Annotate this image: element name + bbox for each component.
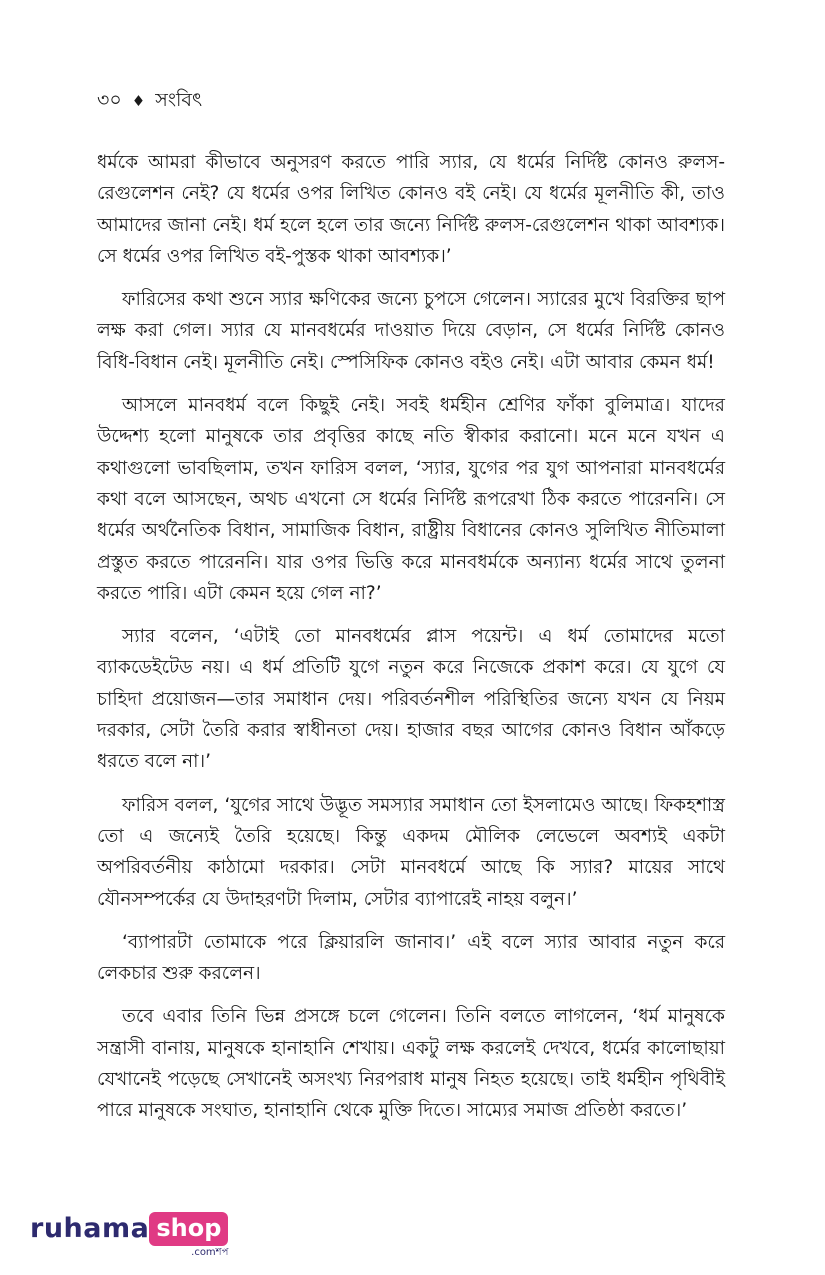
paragraph-4: স্যার বলেন, ‘এটাই তো মানবধর্মের প্লাস পয়েন্ট। এ ধর্ম তোমাদের মতো ব্যাকডেইটেড নয়। এ ধর্ম প্রতিটি যুগে নতুন করে নিজেকে প্রকাশ করে। যে যুগে যে চাহিদা প্রয়োজন—তার সমাধান দেয়। পরিবর্তনশীল পরিস্থিতির জন্যে যখন যে নিয়ম দরকার, সেটা তৈরি করার স্বাধীনতা দেয়। হাজার বছর আগের কোনও বিধান আঁকড়ে ধরতে বলে না।’ [97, 626, 725, 773]
running-header [97, 88, 202, 113]
paragraph-2: ফারিসের কথা শুনে স্যার ক্ষণিকের জন্যে চুপসে গেলেন। স্যারের মুখে বিরক্তির ছাপ লক্ষ করা গেল। স্যার যে মানবধর্মের দাওয়াত দিয়ে বেড়ান, সে ধর্মের নির্দিষ্ট কোনও বিধি-বিধান নেই। মূলনীতি নেই। স্পেসিফিক কোনও বইও নেই। এটা আবার কেমন ধর্ম! [97, 289, 725, 373]
ruhamashop-logo [30, 1212, 228, 1259]
page-number: ৩০ [97, 89, 122, 111]
paragraph-5: ফারিস বলল, ‘যুগের সাথে উদ্ভূত সমস্যার সমাধান তো ইসলামেও আছে। ফিকহশাস্ত্র তো এ জন্যেই তৈরি হয়েছে। কিন্তু একদম মৌলিক লেভেলে অবশ্যই একটা অপরিবর্তনীয় কাঠামো দরকার। সেটা মানবধর্মে আছে কি স্যার? মায়ের সাথে যৌনসম্পর্কের যে উদাহরণটা দিলাম, সেটার ব্যাপারেই নাহয় বলুন।’ [97, 794, 725, 910]
logo-shop-badge: shop [149, 1212, 228, 1246]
paragraph-3: আসলে মানবধর্ম বলে কিছুই নেই। সবই ধর্মহীন শ্রেণির ফাঁকা বুলিমাত্র। যাদের উদ্দেশ্য হলো মানুষকে তার প্রবৃত্তির কাছে নতি স্বীকার করানো। মনে মনে যখন এ কথাগুলো ভাবছিলাম, তখন ফারিস বলল, ‘স্যার, যুগের পর যুগ আপনারা মানবধর্মের কথা বলে আসছেন, অথচ এখনো সে ধর্মের নির্দিষ্ট রূপরেখা ঠিক করতে পারেননি। সে ধর্মের অর্থনৈতিক বিধান, সামাজিক বিধান, রাষ্ট্রীয় বিধানের কোনও সুলিখিত নীতিমালা প্রস্তুত করতে পারেননি। যার ওপর ভিত্তি করে মানবধর্মকে অন্যান্য ধর্মের সাথে তুলনা করতে পারি। এটা কেমন হয়ে গেল না?’ [97, 395, 725, 604]
paragraph-7: তবে এবার তিনি ভিন্ন প্রসঙ্গে চলে গেলেন। তিনি বলতে লাগলেন, ‘ধর্ম মানুষকে সন্ত্রাসী বানায়, মানুষকে হানাহানি শেখায়। একটু লক্ষ করলেই দেখবে, ধর্মের কালোছায়া যেখানেই পড়েছে সেখানেই অসংখ্য নিরপরাধ মানুষ নিহত হয়েছে। তাই ধর্মহীন পৃথিবীই পারে মানুষকে সংঘাত, হানাহানি থেকে মুক্তি দিতে। সাম্যের সমাজ প্রতিষ্ঠা করতে।’ [97, 1006, 725, 1122]
logo-ruhama-text: ruhama [30, 1213, 150, 1244]
diamond-separator-icon: ♦ [131, 92, 146, 110]
book-title: সংবিৎ [155, 89, 203, 111]
logo-domain-text: .comশপ [191, 1247, 229, 1258]
paragraph-6: ‘ব্যাপারটা তোমাকে পরে ক্লিয়ারলি জানাব।’ এই বলে স্যার আবার নতুন করে লেকচার শুরু করলেন। [97, 931, 725, 985]
page-body [97, 147, 725, 1139]
paragraph-1: ধর্মকে আমরা কীভাবে অনুসরণ করতে পারি স্যার, যে ধর্মের নির্দিষ্ট কোনও রুলস-রেগুলেশন নেই? যে ধর্মের ওপর লিখিত কোনও বই নেই। যে ধর্মের মূলনীতি কী, তাও আমাদের জানা নেই। ধর্ম হলে হলে তার জন্যে নির্দিষ্ট রুলস-রেগুলেশন থাকা আবশ্যক। সে ধর্মের ওপর লিখিত বই-পুস্তক থাকা আবশ্যক।’ [97, 152, 725, 267]
